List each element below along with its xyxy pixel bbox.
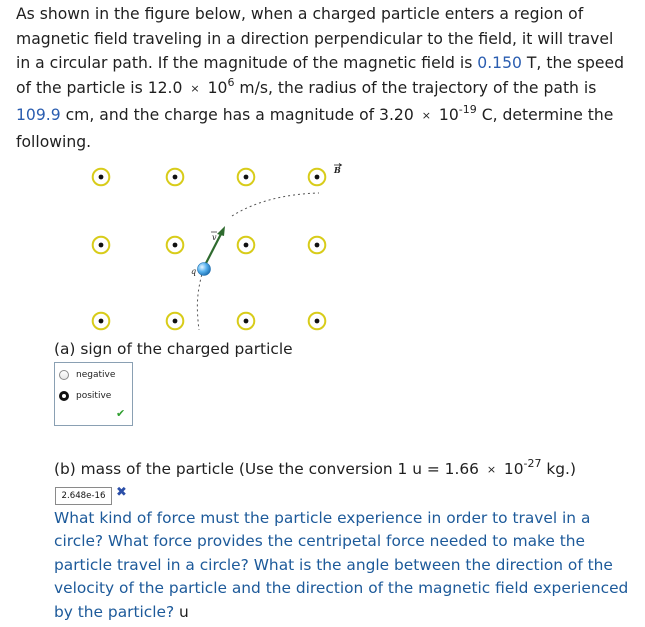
radius-value: 109.9	[16, 105, 61, 124]
field-out-of-page-icon	[238, 169, 255, 186]
field-value: 0.150	[477, 54, 522, 73]
hint-question-text: What kind of force must the particle experience in order to travel in a circle? What force provides the centripetal force needed to make the particle travel in a circle? What is the angle between the direction of the velocity of the particle and the direction of the magnetic field experienced by the particle?	[54, 509, 629, 621]
part-b-label-start: (b) mass of the particle (Use the conversion 1 u = 1.66	[54, 460, 484, 478]
option-positive-label: positive	[76, 391, 112, 401]
times-sign: ×	[421, 108, 431, 122]
particle-q-label: q	[191, 267, 197, 276]
part-b-label	[54, 456, 576, 478]
part-b-label-base: 10	[499, 460, 524, 478]
times-sign: ×	[486, 463, 497, 476]
charge-exponent: -19	[458, 102, 477, 116]
field-out-of-page-icon	[167, 313, 184, 330]
field-out-of-page-icon	[309, 313, 326, 330]
unit-label: u	[174, 602, 189, 621]
speed-exponent: 6	[227, 75, 235, 89]
option-negative-label: negative	[76, 370, 116, 380]
part-a-options	[54, 362, 133, 426]
part-a-label: (a) sign of the charged particle	[54, 340, 293, 358]
speed-tail: m/s, the radius of the trajectory of the path is	[234, 79, 597, 98]
field-b-label	[333, 164, 342, 176]
trajectory-path	[197, 193, 319, 330]
mass-answer-input[interactable]: 2.648e-16	[55, 487, 112, 505]
svg-text:v: v	[212, 233, 217, 242]
speed-base: 10	[202, 79, 228, 98]
option-negative[interactable]	[59, 370, 115, 380]
radio-positive[interactable]	[59, 391, 69, 401]
part-b-label-end: kg.)	[541, 460, 576, 478]
incorrect-x-icon: ✖	[116, 485, 127, 500]
times-sign: ×	[190, 82, 200, 96]
field-out-of-page-icon	[167, 237, 184, 254]
problem-statement	[16, 2, 631, 154]
velocity-label	[211, 232, 217, 242]
field-out-of-page-icon	[238, 313, 255, 330]
field-out-of-page-icon	[238, 237, 255, 254]
radio-negative[interactable]	[59, 370, 69, 380]
field-out-of-page-icon	[93, 313, 110, 330]
option-positive[interactable]	[59, 391, 111, 401]
svg-text:B: B	[334, 165, 341, 175]
field-out-of-page-icon	[93, 169, 110, 186]
part-b-label-exponent: -27	[523, 456, 542, 470]
field-out-of-page-icon	[93, 237, 110, 254]
radius-tail: cm, and the charge has a magnitude of 3.20	[60, 105, 419, 124]
problem-intro: As shown in the figure below, when a charged particle enters a region of magnetic field traveling in a direction perpendicular to the field, it will travel in a circular path. If the magnitude of the magnetic field is	[16, 5, 614, 73]
charge-base: 10	[433, 105, 459, 124]
field-out-of-page-icon	[309, 237, 326, 254]
correct-check-icon: ✔	[116, 407, 126, 420]
field-out-of-page-icon	[167, 169, 184, 186]
field-out-of-page-icon	[309, 169, 326, 186]
hint-question	[54, 507, 634, 624]
field-unit: T, the speed of the particle is 12.0	[16, 54, 625, 98]
charged-particle	[198, 263, 211, 276]
charge-tail: C, determine the following.	[16, 105, 614, 151]
